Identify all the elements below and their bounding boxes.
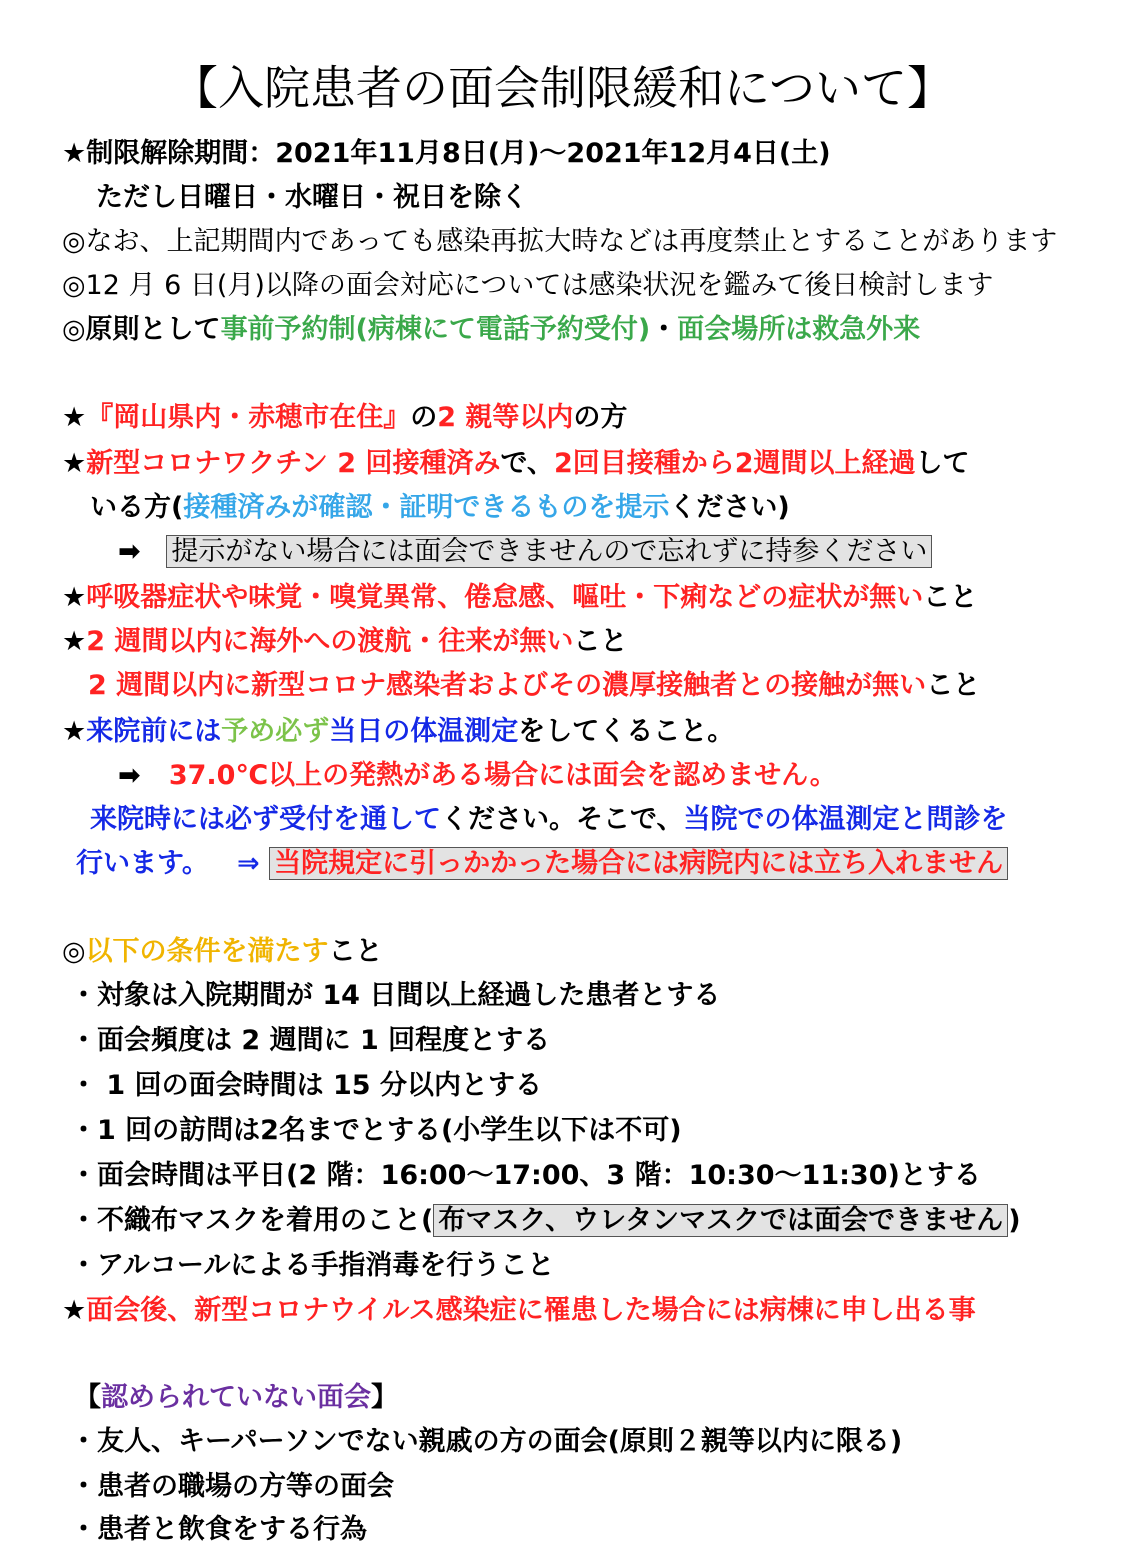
text-shite: して xyxy=(915,448,970,479)
bracket-close: 】 xyxy=(371,1382,398,1413)
note-after-dec6: ◎12 月 6 日(月)以降の面会対応については感染状況を鑑みて後日検討します xyxy=(62,270,994,301)
star-mark: ★ xyxy=(62,626,87,657)
text-koto: こと xyxy=(923,582,978,613)
page-title: 【入院患者の面会制限緩和について】 xyxy=(171,61,954,115)
text-kudasai: ください) xyxy=(669,492,790,523)
star-mark: ★ xyxy=(62,402,87,433)
condition-item: ・1 回の訪問は2名までとする(小学生以下は不可) xyxy=(70,1115,682,1146)
conditions-label: 以下の条件を満たす xyxy=(85,936,329,967)
text-shitekuru: をしてくること。 xyxy=(518,716,735,747)
bracket-open: 【 xyxy=(74,1382,101,1413)
not-allowed-heading xyxy=(74,1380,398,1416)
fever-rule: 37.0℃以上の発熱がある場合には面会を認めません。 xyxy=(168,760,837,791)
residence-area: 『岡山県内・赤穂市在住』 xyxy=(86,402,411,433)
period-dates: 2021年11月8日(月)～2021年12月4日(土) xyxy=(275,138,831,169)
text-okonaimasu: 行います。 xyxy=(76,848,209,879)
implies-arrow-icon: ⇒ xyxy=(237,848,260,879)
arrow-right-icon: ➡ xyxy=(118,760,141,791)
star-mark: ★ xyxy=(62,1295,87,1326)
paren-close: ) xyxy=(1008,1205,1021,1236)
condition-item: ・面会時間は平日(2 階：16:00～17:00、3 階：10:30～11:30)とする xyxy=(70,1160,981,1191)
cond-residence xyxy=(62,400,627,436)
after-visit-rule xyxy=(62,1293,976,1329)
not-allowed-item: ・患者の職場の方等の面会 xyxy=(70,1471,394,1502)
entry-rule-line xyxy=(76,846,1008,882)
hospital-check: 当院での体温測定と問診を xyxy=(683,804,1008,835)
before-visit: 来院前には xyxy=(86,716,222,747)
note-reservation xyxy=(62,312,920,348)
conditions-heading xyxy=(62,934,383,970)
proof-required: 接種済みが確認・証明できるものを提示 xyxy=(183,492,670,523)
arrow-right-icon: ➡ xyxy=(118,536,141,567)
visit-location: 面会場所は救急外来 xyxy=(677,314,921,345)
vaccine-twice: 新型コロナワクチン 2 回接種済み xyxy=(86,448,501,479)
star-mark: ★ xyxy=(62,448,87,479)
reservation-dot: ・ xyxy=(650,314,678,345)
condition-item: ・ 1 回の面会時間は 15 分以内とする xyxy=(70,1070,542,1101)
mask-condition xyxy=(70,1203,1021,1239)
text-koto: こと xyxy=(926,670,981,701)
period-exception: ただし日曜日・水曜日・祝日を除く xyxy=(96,182,528,213)
reservation-prefix: ◎原則として xyxy=(62,314,221,345)
condition-item: ・アルコールによる手指消毒を行うこと xyxy=(70,1250,555,1281)
mask-warning-box: 布マスク、ウレタンマスクでは面会できません xyxy=(433,1204,1008,1237)
no-symptoms: 呼吸器症状や味覚・嗅覚異常、倦怠感、嘔吐・下痢などの症状が無い xyxy=(86,582,924,613)
period-line xyxy=(62,136,831,172)
fever-rule-line xyxy=(118,758,837,794)
condition-item: ・対象は入院期間が 14 日間以上経過した患者とする xyxy=(70,980,721,1011)
text-person: の方 xyxy=(573,402,628,433)
proof-warning-box: 提示がない場合には面会できませんので忘れずに持参ください xyxy=(166,535,932,568)
report-infection: 面会後、新型コロナウイルス感染症に罹患した場合には病棟に申し出る事 xyxy=(86,1295,976,1326)
text-koto: こと xyxy=(328,936,383,967)
cond-vaccine xyxy=(62,446,970,482)
entry-denied-box: 当院規定に引っかかった場合には病院内には立ち入れません xyxy=(269,847,1008,880)
text-koto: こと xyxy=(573,626,628,657)
text-de: で、 xyxy=(500,448,554,479)
cond-symptoms xyxy=(62,580,977,616)
two-weeks-after: 2回目接種から2週間以上経過 xyxy=(553,448,916,479)
cond-contact xyxy=(88,668,980,704)
reservation-system: 事前予約制(病棟にて電話予約受付) xyxy=(220,314,651,345)
not-allowed-label: 認められていない面会 xyxy=(101,1382,371,1413)
condition-item: ・面会頻度は 2 週間に 1 回程度とする xyxy=(70,1025,551,1056)
mask-text: ・不織布マスクを着用のこと( xyxy=(70,1205,434,1236)
reception-line xyxy=(90,802,1007,838)
cond-vaccine-proof xyxy=(90,490,790,526)
text-sokode: ください。そこで、 xyxy=(441,804,684,835)
star-mark: ★ xyxy=(62,582,87,613)
note-reexpansion: ◎なお、上記期間内であっても感染再拡大時などは再度禁止とすることがあります xyxy=(62,226,1058,257)
no-contact: 2 週間以内に新型コロナ感染者およびその濃厚接触者との接触が無い xyxy=(88,670,927,701)
text-iru-kata: いる方( xyxy=(90,492,184,523)
double-circle-mark: ◎ xyxy=(62,936,86,967)
cond-temperature xyxy=(62,714,734,750)
temperature-check: 当日の体温測定 xyxy=(329,716,519,747)
not-allowed-item: ・患者と飲食をする行為 xyxy=(70,1514,367,1545)
proof-warning-line xyxy=(118,534,932,570)
cond-travel xyxy=(62,624,627,660)
not-allowed-item: ・友人、キーパーソンでない親戚の方の面会(原則２親等以内に限る) xyxy=(70,1426,903,1457)
relative-degree: 2 親等以内 xyxy=(437,402,574,433)
no-travel: 2 週間以内に海外への渡航・往来が無い xyxy=(86,626,574,657)
reception-required: 来院時には必ず受付を通して xyxy=(90,804,441,835)
period-label: ★制限解除期間： xyxy=(62,138,276,169)
text-no: の xyxy=(410,402,438,433)
star-mark: ★ xyxy=(62,716,87,747)
always: 予め必ず xyxy=(221,716,330,747)
